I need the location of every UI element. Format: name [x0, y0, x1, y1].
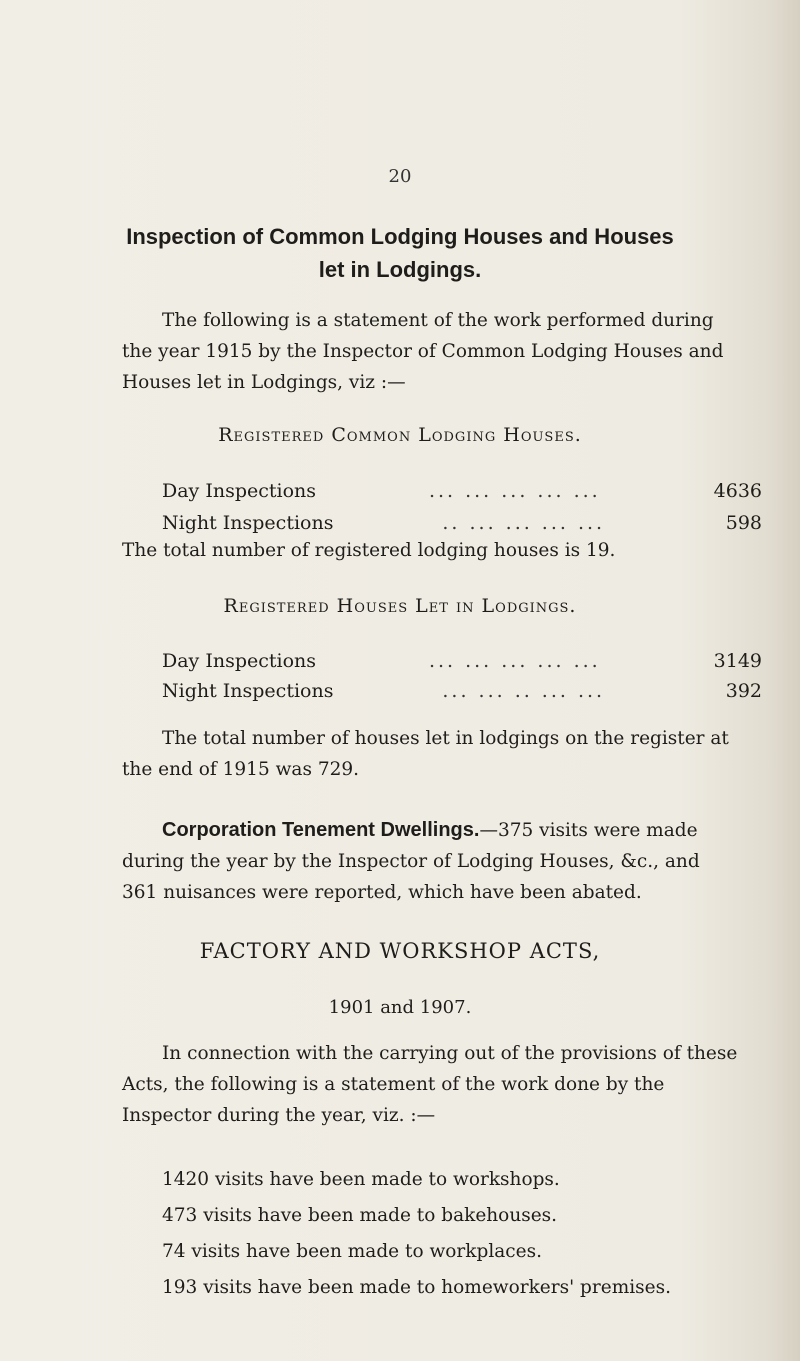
section2-row-night [162, 680, 762, 702]
corporation-line: Corporation Tenement Dwellings.—375 visits were made [162, 819, 698, 841]
row-value: 3149 [713, 650, 762, 672]
factory-intro-line: Inspector during the year, viz. :— [122, 1105, 436, 1126]
row-value: 598 [725, 512, 762, 534]
corporation-line: 361 nuisances were reported, which have been abated. [122, 882, 642, 903]
intro-paragraph [122, 305, 762, 398]
section1-row-day [162, 480, 762, 502]
factory-item: 473 visits have been made to bakehouses. [162, 1205, 558, 1226]
row-label: Night Inspections [162, 512, 334, 534]
intro-line: Houses let in Lodgings, viz :— [122, 372, 406, 393]
factory-item: 1420 visits have been made to workshops. [162, 1169, 560, 1190]
corporation-line: during the year by the Inspector of Lodging Houses, &c., and [122, 851, 700, 872]
row-label: Night Inspections [162, 680, 334, 702]
section1-total: The total number of registered lodging houses is 19. [122, 540, 616, 561]
section1-heading: Registered Common Lodging Houses. [218, 424, 582, 446]
section2-total [122, 723, 762, 785]
factory-item: 193 visits have been made to homeworkers' premises. [162, 1277, 671, 1298]
total-line: the end of 1915 was 729. [122, 759, 360, 780]
leader-dots: ... ... ... ... ... [428, 480, 601, 502]
section2-row-day [162, 650, 762, 672]
leader-dots: ... ... .. ... ... [442, 680, 606, 702]
intro-line: the year 1915 by the Inspector of Common Lodging Houses and [122, 341, 724, 362]
row-value: 392 [725, 680, 762, 702]
row-label: Day Inspections [162, 480, 317, 502]
corporation-paragraph [122, 815, 762, 908]
corporation-title: Corporation Tenement Dwellings. [162, 819, 480, 841]
factory-intro-line: Acts, the following is a statement of the work done by the [122, 1074, 665, 1095]
intro-line: The following is a statement of the work performed during [162, 310, 714, 331]
total-line: The total number of houses let in lodgings on the register at [162, 728, 729, 749]
section2-heading: Registered Houses Let in Lodgings. [223, 595, 577, 617]
section1-row-night [162, 512, 762, 534]
page-number: 20 [388, 166, 412, 187]
factory-heading: FACTORY AND WORKSHOP ACTS, [199, 939, 601, 963]
title-line-1: Inspection of Common Lodging Houses and Houses [126, 224, 674, 249]
row-value: 4636 [713, 480, 762, 502]
factory-intro-line: In connection with the carrying out of the provisions of these [162, 1043, 738, 1064]
factory-subheading: 1901 and 1907. [328, 997, 472, 1018]
row-label: Day Inspections [162, 650, 317, 672]
factory-intro [122, 1038, 762, 1131]
factory-item: 74 visits have been made to workplaces. [162, 1241, 542, 1262]
leader-dots: .. ... ... ... ... [442, 512, 606, 534]
leader-dots: ... ... ... ... ... [428, 650, 601, 672]
title-line-2: let in Lodgings. [318, 257, 482, 282]
